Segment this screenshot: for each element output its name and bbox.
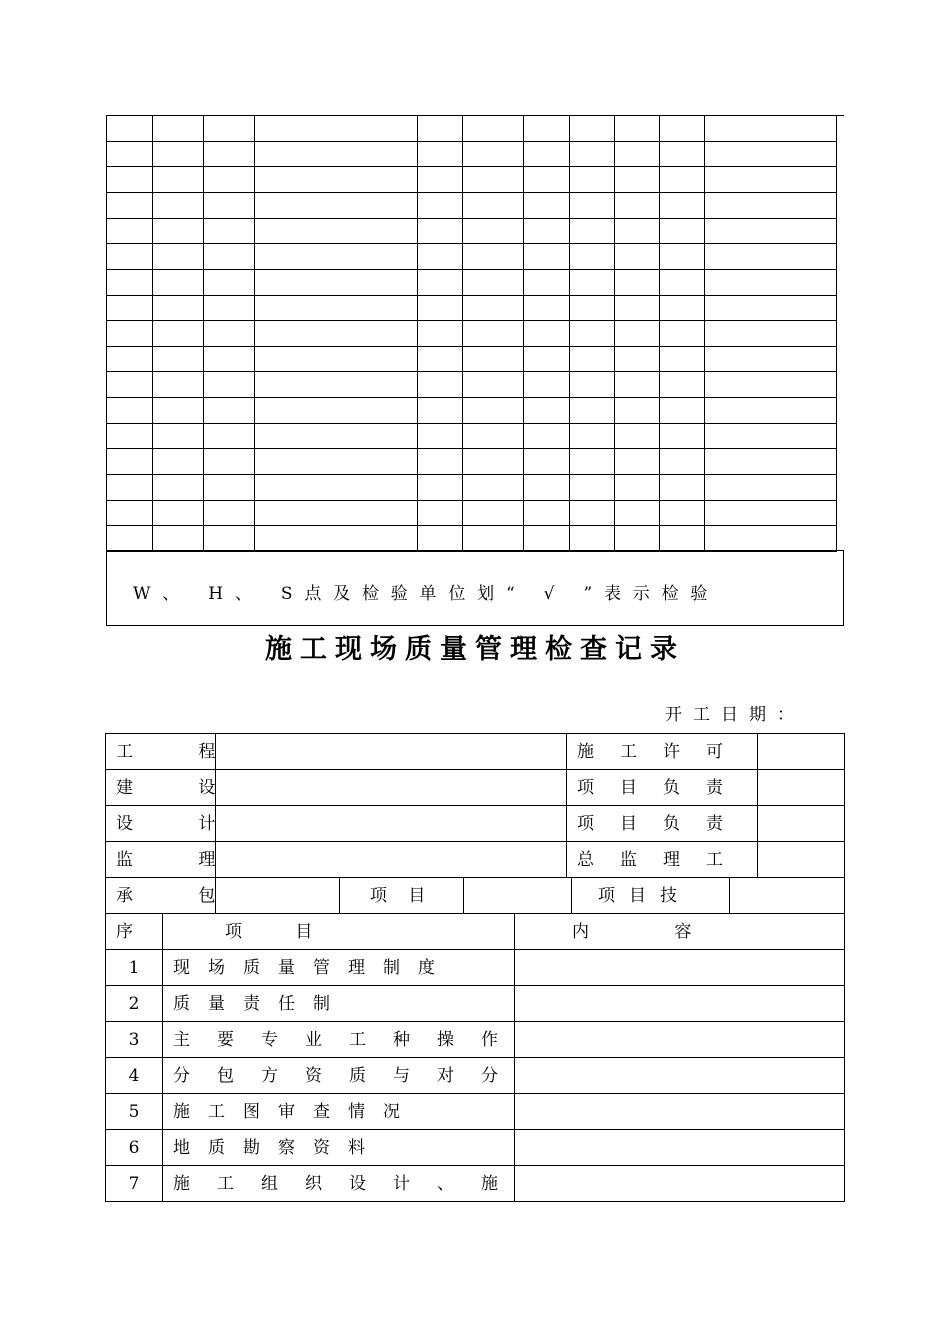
grid-cell[interactable]: [570, 167, 615, 193]
grid-cell[interactable]: [463, 398, 524, 424]
grid-cell[interactable]: [570, 475, 615, 501]
table-row: [105, 1057, 845, 1093]
grid-cell[interactable]: [107, 398, 153, 424]
grid-cell[interactable]: [418, 270, 463, 296]
grid-cell[interactable]: [107, 347, 153, 373]
grid-cell[interactable]: [418, 219, 463, 245]
label-text: 工 程: [116, 742, 246, 762]
grid-cell[interactable]: [463, 501, 524, 527]
owner-value[interactable]: [215, 769, 566, 805]
grid-cell[interactable]: [204, 424, 255, 450]
grid-cell[interactable]: [204, 321, 255, 347]
grid-cell[interactable]: [204, 398, 255, 424]
info-row: [105, 805, 845, 841]
item-number: 5: [105, 1093, 162, 1129]
item-content[interactable]: [514, 1093, 845, 1129]
grid-cell[interactable]: [524, 219, 570, 245]
items-header-row: [105, 913, 845, 949]
grid-cell[interactable]: [615, 347, 660, 373]
grid-cell[interactable]: [107, 142, 153, 168]
grid-cell[interactable]: [204, 193, 255, 219]
grid-cell[interactable]: [660, 219, 705, 245]
item-number: 6: [105, 1129, 162, 1165]
grid-cell[interactable]: [255, 244, 418, 270]
item-number: 7: [105, 1165, 162, 1202]
grid-cell[interactable]: [204, 270, 255, 296]
grid-cell[interactable]: [463, 244, 524, 270]
grid-cell[interactable]: [463, 296, 524, 322]
item-text: 现场质量管理制度: [162, 949, 514, 985]
grid-cell[interactable]: [570, 501, 615, 527]
grid-cell[interactable]: [255, 193, 418, 219]
contractor-label: [105, 877, 246, 913]
grid-cell[interactable]: [615, 321, 660, 347]
grid-cell[interactable]: [660, 398, 705, 424]
grid-cell[interactable]: [153, 244, 204, 270]
grid-cell[interactable]: [524, 321, 570, 347]
grid-cell[interactable]: [204, 167, 255, 193]
grid-cell[interactable]: [615, 167, 660, 193]
grid-cell[interactable]: [615, 244, 660, 270]
project-label: [105, 733, 246, 769]
grid-cell[interactable]: [705, 449, 837, 475]
grid-cell[interactable]: [524, 501, 570, 527]
design-manager-value[interactable]: [757, 805, 845, 841]
grid-cell[interactable]: [570, 449, 615, 475]
grid-cell[interactable]: [524, 167, 570, 193]
table-row: [105, 985, 845, 1021]
grid-cell[interactable]: [204, 142, 255, 168]
grid-cell[interactable]: [107, 449, 153, 475]
grid-cell[interactable]: [463, 449, 524, 475]
supervision-value[interactable]: [215, 841, 566, 877]
grid-cell[interactable]: [524, 449, 570, 475]
grid-cell[interactable]: [705, 424, 837, 450]
grid-cell[interactable]: [255, 347, 418, 373]
grid-cell[interactable]: [107, 296, 153, 322]
grid-cell[interactable]: [255, 398, 418, 424]
grid-cell[interactable]: [615, 424, 660, 450]
grid-cell[interactable]: [153, 372, 204, 398]
grid-cell[interactable]: [418, 526, 463, 552]
grid-cell[interactable]: [524, 193, 570, 219]
grid-cell[interactable]: [615, 193, 660, 219]
grid-cell[interactable]: [705, 193, 837, 219]
grid-cell[interactable]: [463, 475, 524, 501]
grid-cell[interactable]: [255, 372, 418, 398]
contractor-project-value[interactable]: [463, 877, 571, 913]
table-row: [105, 1129, 845, 1165]
grid-cell[interactable]: [107, 475, 153, 501]
owner-manager-label: 项目负责: [566, 769, 757, 805]
grid-cell[interactable]: [524, 475, 570, 501]
label-text: 建 设: [116, 778, 246, 798]
note-box: [106, 550, 844, 626]
label-text: 承 包: [116, 886, 246, 906]
grid-cell[interactable]: [463, 219, 524, 245]
grid-cell[interactable]: [204, 116, 255, 142]
table-row: [105, 1165, 845, 1201]
item-number: 3: [105, 1021, 162, 1057]
grid-cell[interactable]: [660, 449, 705, 475]
grid-cell[interactable]: [463, 347, 524, 373]
grid-cell[interactable]: [615, 142, 660, 168]
supervision-label: [105, 841, 246, 877]
grid-cell[interactable]: [418, 167, 463, 193]
grid-cell[interactable]: [705, 167, 837, 193]
grid-cell[interactable]: [153, 219, 204, 245]
grid-cell[interactable]: [660, 142, 705, 168]
grid-cell[interactable]: [570, 398, 615, 424]
label-text: 监 理: [116, 850, 246, 870]
grid-cell[interactable]: [524, 424, 570, 450]
item-text: 主要专业工种操作: [162, 1021, 514, 1057]
grid-cell[interactable]: [418, 424, 463, 450]
grid-cell[interactable]: [153, 142, 204, 168]
grid-cell[interactable]: [463, 424, 524, 450]
item-content[interactable]: [514, 985, 845, 1021]
technical-lead-label: 项目技: [571, 877, 729, 913]
grid-cell[interactable]: [107, 116, 153, 142]
page-title: 施工现场质量管理检查记录: [265, 634, 685, 665]
grid-cell[interactable]: [107, 219, 153, 245]
grid-cell[interactable]: [107, 526, 153, 552]
grid-cell[interactable]: [418, 449, 463, 475]
info-row: [105, 841, 845, 877]
grid-cell[interactable]: [463, 193, 524, 219]
grid-cell[interactable]: [204, 526, 255, 552]
grid-cell[interactable]: [418, 142, 463, 168]
grid-cell[interactable]: [705, 398, 837, 424]
project-value[interactable]: [215, 733, 566, 769]
grid-cell[interactable]: [570, 296, 615, 322]
item-number: 4: [105, 1057, 162, 1093]
grid-cell[interactable]: [615, 398, 660, 424]
grid-cell[interactable]: [463, 270, 524, 296]
grid-cell[interactable]: [524, 142, 570, 168]
item-header: 项 目: [162, 913, 514, 949]
item-content[interactable]: [514, 1165, 845, 1202]
grid-cell[interactable]: [204, 296, 255, 322]
grid-cell[interactable]: [570, 526, 615, 552]
grid-cell[interactable]: [570, 347, 615, 373]
item-number: 2: [105, 985, 162, 1021]
grid-cell[interactable]: [705, 501, 837, 527]
grid-cell[interactable]: [660, 270, 705, 296]
grid-cell[interactable]: [204, 501, 255, 527]
grid-cell[interactable]: [463, 321, 524, 347]
design-manager-label: 项目负责: [566, 805, 757, 841]
grid-cell[interactable]: [153, 424, 204, 450]
grid-cell[interactable]: [107, 167, 153, 193]
table-row: [105, 1093, 845, 1129]
grid-cell[interactable]: [705, 142, 837, 168]
grid-cell[interactable]: [615, 501, 660, 527]
grid-cell[interactable]: [153, 475, 204, 501]
grid-cell[interactable]: [524, 244, 570, 270]
item-number: 1: [105, 949, 162, 985]
grid-cell[interactable]: [660, 372, 705, 398]
grid-cell[interactable]: [255, 424, 418, 450]
item-text: 施工组织设计、施: [162, 1165, 514, 1202]
grid-cell[interactable]: [153, 398, 204, 424]
grid-cell[interactable]: [615, 475, 660, 501]
grid-cell[interactable]: [107, 193, 153, 219]
grid-cell[interactable]: [570, 193, 615, 219]
grid-cell[interactable]: [463, 372, 524, 398]
table-row: [105, 949, 845, 985]
grid-cell[interactable]: [418, 372, 463, 398]
permit-value[interactable]: [757, 733, 845, 769]
grid-cell[interactable]: [153, 296, 204, 322]
grid-cell[interactable]: [204, 372, 255, 398]
grid-cell[interactable]: [107, 424, 153, 450]
technical-lead-value[interactable]: [729, 877, 845, 913]
grid-cell[interactable]: [570, 219, 615, 245]
grid-cell[interactable]: [570, 424, 615, 450]
grid-cell[interactable]: [463, 142, 524, 168]
contractor-value[interactable]: [215, 877, 339, 913]
grid-cell[interactable]: [524, 398, 570, 424]
grid-cell[interactable]: [418, 398, 463, 424]
item-content[interactable]: [514, 1129, 845, 1165]
blank-inspection-grid: [106, 115, 837, 552]
grid-cell[interactable]: [524, 270, 570, 296]
grid-cell[interactable]: [705, 372, 837, 398]
grid-cell[interactable]: [705, 296, 837, 322]
grid-cell[interactable]: [524, 296, 570, 322]
grid-cell[interactable]: [153, 526, 204, 552]
grid-cell[interactable]: [107, 270, 153, 296]
grid-cell[interactable]: [255, 321, 418, 347]
item-text: 施工图审查情况: [162, 1093, 514, 1129]
owner-manager-value[interactable]: [757, 769, 845, 805]
grid-cell[interactable]: [204, 219, 255, 245]
grid-cell[interactable]: [255, 449, 418, 475]
grid-cell[interactable]: [418, 296, 463, 322]
grid-cell[interactable]: [524, 372, 570, 398]
contractor-project-label: 项 目: [339, 877, 463, 913]
grid-cell[interactable]: [524, 347, 570, 373]
grid-cell[interactable]: [615, 526, 660, 552]
grid-cell[interactable]: [705, 526, 837, 552]
grid-cell[interactable]: [255, 475, 418, 501]
grid-cell[interactable]: [153, 116, 204, 142]
grid-cell[interactable]: [570, 321, 615, 347]
grid-cell[interactable]: [153, 193, 204, 219]
seq-header: 序: [105, 913, 162, 949]
grid-cell[interactable]: [705, 219, 837, 245]
content-header: 内 容: [514, 913, 845, 949]
grid-cell[interactable]: [418, 321, 463, 347]
contractor-row: [105, 877, 845, 913]
grid-cell[interactable]: [204, 244, 255, 270]
grid-cell[interactable]: [418, 193, 463, 219]
owner-label: [105, 769, 246, 805]
grid-cell[interactable]: [107, 501, 153, 527]
info-row: [105, 769, 845, 805]
grid-cell[interactable]: [660, 193, 705, 219]
grid-cell[interactable]: [255, 501, 418, 527]
grid-cell[interactable]: [463, 167, 524, 193]
grid-cell[interactable]: [660, 116, 705, 142]
grid-cell[interactable]: [705, 347, 837, 373]
grid-cell[interactable]: [660, 167, 705, 193]
grid-cell[interactable]: [570, 142, 615, 168]
grid-cell[interactable]: [660, 296, 705, 322]
grid-cell[interactable]: [660, 321, 705, 347]
grid-cell[interactable]: [660, 526, 705, 552]
label-text: 设 计: [116, 814, 246, 834]
grid-cell[interactable]: [204, 347, 255, 373]
grid-cell[interactable]: [705, 116, 837, 142]
grid-cell[interactable]: [463, 526, 524, 552]
grid-cell[interactable]: [524, 116, 570, 142]
table-row: [105, 1021, 845, 1057]
grid-cell[interactable]: [255, 219, 418, 245]
grid-cell[interactable]: [153, 167, 204, 193]
grid-cell[interactable]: [660, 424, 705, 450]
grid-cell[interactable]: [255, 526, 418, 552]
grid-cell[interactable]: [570, 372, 615, 398]
design-value[interactable]: [215, 805, 566, 841]
grid-cell[interactable]: [255, 296, 418, 322]
grid-cell[interactable]: [570, 116, 615, 142]
grid-cell[interactable]: [153, 501, 204, 527]
grid-cell[interactable]: [107, 244, 153, 270]
grid-cell[interactable]: [660, 347, 705, 373]
grid-cell[interactable]: [153, 321, 204, 347]
item-content[interactable]: [514, 1057, 845, 1093]
design-label: [105, 805, 246, 841]
permit-label: 施工许可: [566, 733, 757, 769]
grid-cell[interactable]: [570, 270, 615, 296]
item-text: 地质勘察资料: [162, 1129, 514, 1165]
grid-cell[interactable]: [418, 116, 463, 142]
grid-cell[interactable]: [418, 475, 463, 501]
item-content[interactable]: [514, 1021, 845, 1057]
grid-cell[interactable]: [615, 449, 660, 475]
grid-cell[interactable]: [418, 244, 463, 270]
item-content[interactable]: [514, 949, 845, 985]
grid-cell[interactable]: [107, 372, 153, 398]
grid-cell[interactable]: [705, 270, 837, 296]
grid-cell[interactable]: [153, 347, 204, 373]
grid-cell[interactable]: [418, 501, 463, 527]
grid-cell[interactable]: [615, 270, 660, 296]
grid-corner-mark: [836, 115, 844, 116]
grid-cell[interactable]: [255, 270, 418, 296]
grid-cell[interactable]: [615, 296, 660, 322]
grid-cell[interactable]: [255, 142, 418, 168]
chief-supervisor-value[interactable]: [757, 841, 845, 877]
grid-cell[interactable]: [615, 116, 660, 142]
grid-cell[interactable]: [153, 270, 204, 296]
grid-cell[interactable]: [204, 449, 255, 475]
grid-cell[interactable]: [615, 372, 660, 398]
grid-cell[interactable]: [705, 244, 837, 270]
grid-cell[interactable]: [463, 116, 524, 142]
info-row: [105, 733, 845, 769]
inspection-note: W、 H、 S点及检验单位划“ √ ”表示检验: [133, 584, 720, 604]
grid-cell[interactable]: [255, 116, 418, 142]
grid-cell[interactable]: [255, 167, 418, 193]
item-text: 质量责任制: [162, 985, 514, 1021]
grid-cell[interactable]: [570, 244, 615, 270]
grid-cell[interactable]: [660, 501, 705, 527]
grid-cell[interactable]: [660, 475, 705, 501]
grid-cell[interactable]: [524, 526, 570, 552]
grid-cell[interactable]: [418, 347, 463, 373]
start-date-label: 开工日期：: [665, 705, 805, 725]
grid-cell[interactable]: [705, 321, 837, 347]
grid-cell[interactable]: [615, 219, 660, 245]
chief-supervisor-label: 总监理工: [566, 841, 757, 877]
grid-cell[interactable]: [107, 321, 153, 347]
grid-cell[interactable]: [204, 475, 255, 501]
grid-cell[interactable]: [153, 449, 204, 475]
item-text: 分包方资质与对分: [162, 1057, 514, 1093]
grid-cell[interactable]: [705, 475, 837, 501]
grid-cell[interactable]: [660, 244, 705, 270]
